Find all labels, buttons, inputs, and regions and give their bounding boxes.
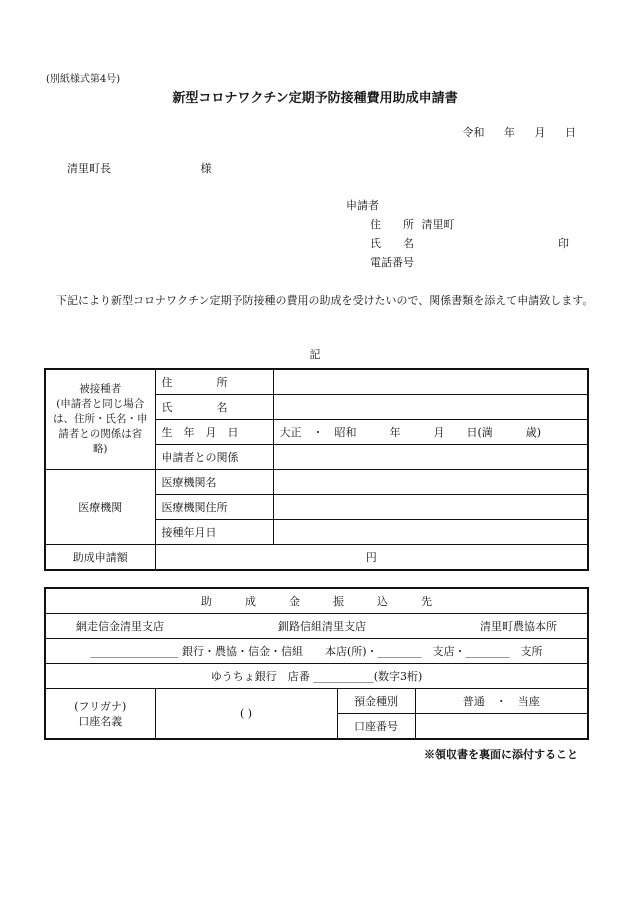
bank-option[interactable]: 網走信金清里支店 [76,620,164,633]
bank-line[interactable]: ________________ 銀行・農協・信金・信組 本店(所)・________ 支店・________ 支所 [45,639,588,664]
applicant-address-row [346,215,455,234]
form-number: (別紙様式第4号) [46,74,121,85]
account-name-label: (フリガナ) 口座名義 [45,689,155,740]
bank-options-row [45,614,588,639]
document-title: 新型コロナワクチン定期予防接種費用助成申請書 [172,91,458,106]
name-header: 氏 名 [155,395,273,420]
bank-option[interactable]: 清里町農協本所 [480,620,557,633]
account-number-field[interactable] [415,714,588,740]
applicant-block [346,196,569,272]
recipient-honorific: 様 [200,162,212,175]
yucho-line[interactable]: ゆうちょ銀行 店番 ___________(数字3桁) [45,664,588,689]
name-label: 氏 名 [370,237,414,250]
name-field[interactable] [273,395,588,420]
vaccination-date-header: 接種年月日 [155,520,273,545]
address-value: 清里町 [421,218,455,231]
bank-transfer-table [44,587,589,740]
date-day: 日 [565,126,576,139]
medical-name-header: 医療機関名 [155,470,273,495]
bank-option[interactable]: 釧路信組清里支店 [278,620,366,633]
applicant-phone-row [346,253,455,272]
furigana-field[interactable]: ( ) [155,689,337,740]
deposit-type-label: 預金種別 [337,689,415,714]
seal-mark: 印 [558,237,569,250]
transfer-header: 助 成 金 振 込 先 [45,588,588,614]
medical-address-field[interactable] [273,495,588,520]
vaccination-info-table [44,368,589,571]
address-label: 住 所 [370,218,414,231]
recipient-name: 清里町長 [67,162,111,175]
applicant-name-row [346,234,569,253]
ki-heading: 記 [309,348,321,361]
address-field[interactable] [273,369,588,395]
birth-header: 生 年 月 日 [155,420,273,445]
amount-field[interactable]: 円 [155,545,588,571]
phone-label: 電話番号 [370,256,414,269]
amount-label: 助成申請額 [45,545,155,571]
person-group-label: 被接種者 (申請者と同じ場合は、住所・氏名・申請者との関係は省略) [45,369,155,470]
receipt-note: ※領収書を裏面に添付すること [424,748,578,761]
date-month: 月 [534,126,546,139]
birth-field[interactable]: 大正 ・ 昭和 年 月 日(満 歳) [273,420,588,445]
medical-group-label: 医療機関 [45,470,155,545]
recipient [67,160,212,176]
vaccination-date-field[interactable] [273,520,588,545]
date-era: 令和 [462,126,485,139]
date-year: 年 [504,126,515,139]
medical-address-header: 医療機関住所 [155,495,273,520]
relation-header: 申請者との関係 [155,445,273,470]
applicant-label: 申請者 [346,199,379,212]
address-header: 住 所 [155,369,273,395]
date-line [463,124,577,140]
medical-name-field[interactable] [273,470,588,495]
body-text: 下記により新型コロナワクチン定期予防接種の費用の助成を受けたいので、関係書類を添えて申請致します。 [56,294,594,307]
deposit-type-field[interactable]: 普通 ・ 当座 [415,689,588,714]
relation-field[interactable] [273,445,588,470]
account-number-label: 口座番号 [337,714,415,740]
